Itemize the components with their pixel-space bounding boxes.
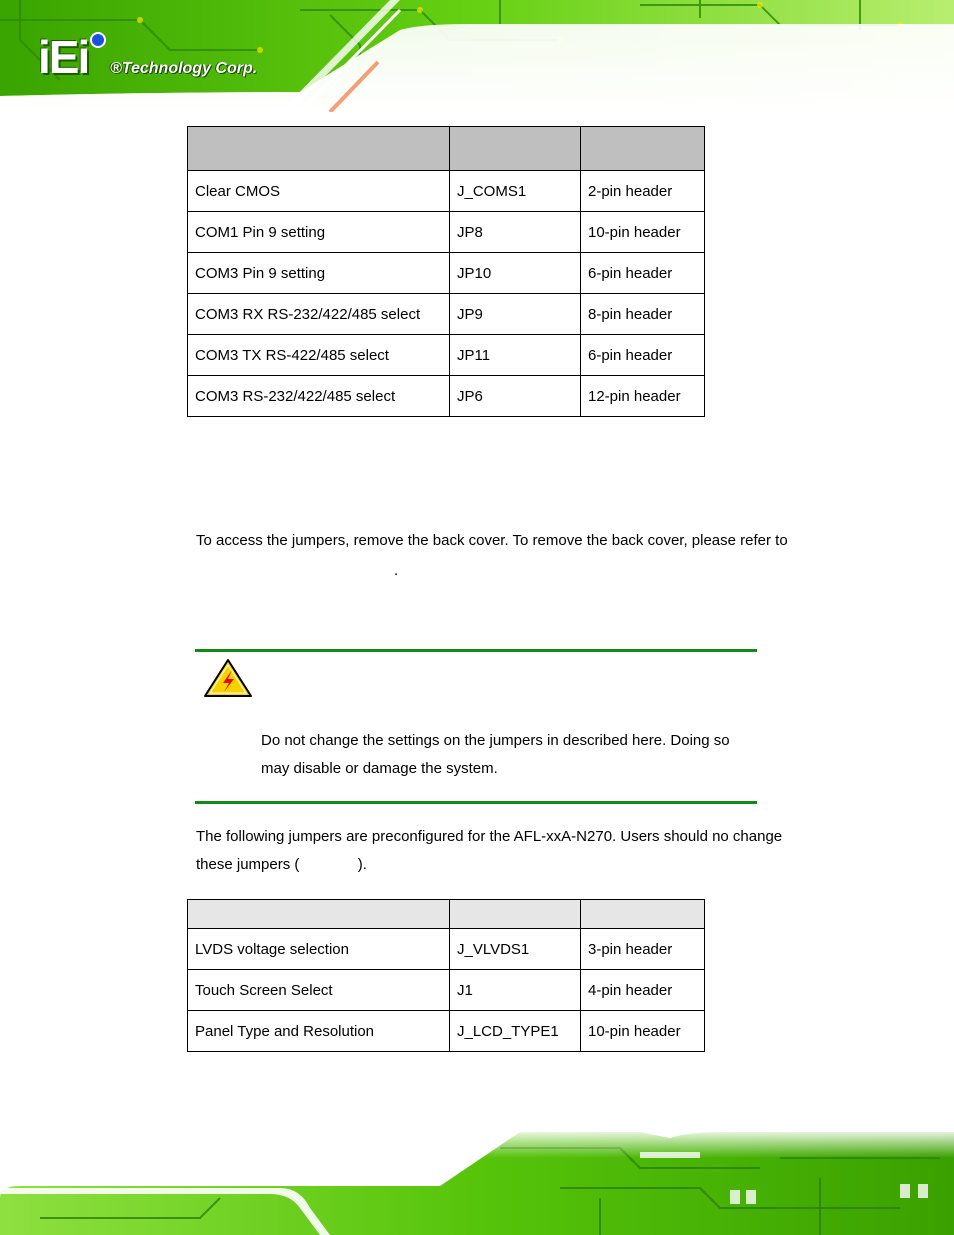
warning-triangle-icon xyxy=(203,658,253,703)
jumper-label: J_LCD_TYPE1 xyxy=(450,1011,581,1052)
jumper-label: JP11 xyxy=(450,335,581,376)
jumper-type: 10-pin header xyxy=(581,212,705,253)
jumper-label: JP8 xyxy=(450,212,581,253)
jumper-label: JP9 xyxy=(450,294,581,335)
jumper-table-1 xyxy=(187,126,705,417)
jumper-description: Clear CMOS xyxy=(188,171,450,212)
table-row xyxy=(188,929,705,970)
table-header-cell xyxy=(450,127,581,171)
table-header-cell xyxy=(450,900,581,929)
jumper-type: 8-pin header xyxy=(581,294,705,335)
jumper-type: 10-pin header xyxy=(581,1011,705,1052)
access-paragraph xyxy=(196,526,826,586)
table-row xyxy=(188,1011,705,1052)
preconfigured-line2: these jumpers ( ). xyxy=(196,856,367,873)
preconfigured-paragraph xyxy=(196,823,826,879)
jumper-description: COM3 Pin 9 setting xyxy=(188,253,450,294)
table-row xyxy=(188,970,705,1011)
warning-line2: may disable or damage the system. xyxy=(261,760,498,777)
preconfigured-line1: The following jumpers are preconfigured for the AFL-xxA-N270. Users should no change xyxy=(196,828,783,845)
table-row xyxy=(188,212,705,253)
table-header-cell xyxy=(581,127,705,171)
logo-dot-icon xyxy=(90,32,106,48)
jumper-description: Panel Type and Resolution xyxy=(188,1011,450,1052)
jumper-description: Touch Screen Select xyxy=(188,970,450,1011)
warning-top-rule xyxy=(195,649,757,652)
jumper-description: COM3 RX RS-232/422/485 select xyxy=(188,294,450,335)
table-row xyxy=(188,253,705,294)
jumper-type: 2-pin header xyxy=(581,171,705,212)
jumper-label: JP10 xyxy=(450,253,581,294)
access-paragraph-line1: To access the jumpers, remove the back cover. To remove the back cover, please refer to xyxy=(196,532,788,549)
jumper-description: COM3 RS-232/422/485 select xyxy=(188,376,450,417)
table-row xyxy=(188,376,705,417)
table-row xyxy=(188,335,705,376)
jumper-type: 12-pin header xyxy=(581,376,705,417)
jumper-label: J_VLVDS1 xyxy=(450,929,581,970)
jumper-description: LVDS voltage selection xyxy=(188,929,450,970)
jumper-type: 6-pin header xyxy=(581,335,705,376)
jumper-type: 6-pin header xyxy=(581,253,705,294)
iei-logo xyxy=(38,30,298,90)
jumper-type: 4-pin header xyxy=(581,970,705,1011)
table-header-row xyxy=(188,900,705,929)
jumper-label: JP6 xyxy=(450,376,581,417)
page-header xyxy=(0,0,954,112)
jumper-label: J1 xyxy=(450,970,581,1011)
table-row xyxy=(188,294,705,335)
logo-mark: iEi xyxy=(38,31,89,83)
jumper-type: 3-pin header xyxy=(581,929,705,970)
jumper-description: COM1 Pin 9 setting xyxy=(188,212,450,253)
table-header-cell xyxy=(188,900,450,929)
table-header-cell xyxy=(188,127,450,171)
jumper-label: J_COMS1 xyxy=(450,171,581,212)
table-header-cell xyxy=(581,900,705,929)
page-footer xyxy=(0,1128,954,1235)
circuit-board-footer xyxy=(0,1128,954,1235)
warning-text xyxy=(261,727,761,783)
warning-bottom-rule xyxy=(195,801,757,804)
access-paragraph-line2: . xyxy=(394,562,399,579)
warning-line1: Do not change the settings on the jumpers in described here. Doing so xyxy=(261,732,730,749)
logo-text: ®Technology Corp. xyxy=(110,60,258,77)
table-row xyxy=(188,171,705,212)
jumper-table-2 xyxy=(187,899,705,1052)
table-header-row xyxy=(188,127,705,171)
jumper-description: COM3 TX RS-422/485 select xyxy=(188,335,450,376)
